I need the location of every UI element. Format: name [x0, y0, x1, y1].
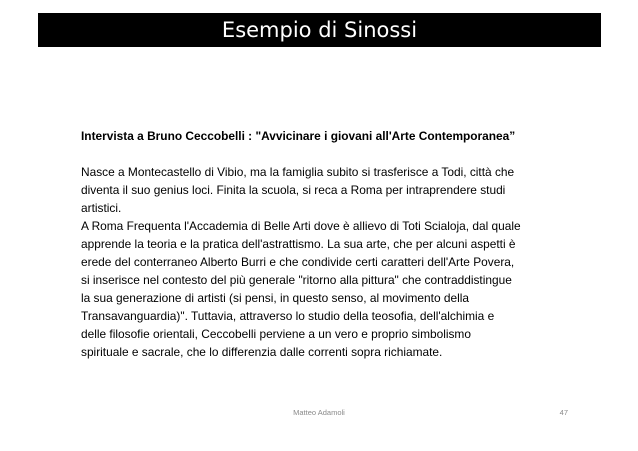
text-line: spirituale e sacrale, che lo differenzia dalle correnti sopra richiamate.	[81, 345, 443, 359]
paragraph-birthplace	[81, 163, 581, 217]
text-line: erede del conterraneo Alberto Burri e che condivide certi caratteri dell'Arte Povera,	[81, 255, 515, 269]
interview-heading: Intervista a Bruno Ceccobelli : "Avvicinare i giovani all'Arte Contemporanea”	[81, 129, 516, 143]
text-line: delle filosofie orientali, Ceccobelli perviene a un vero e proprio simbolismo	[81, 327, 471, 341]
text-line: artistici.	[81, 201, 122, 215]
text-line: A Roma Frequenta l'Accademia di Belle Arti dove è allievo di Toti Scialoja, dal quale	[81, 219, 521, 233]
slide-title: Esempio di Sinossi	[221, 17, 418, 42]
page-number: 47	[559, 408, 568, 417]
footer-author: Matteo Adamoli	[293, 408, 345, 417]
text-line: la sua generazione di artisti (si pensi, in questo senso, al movimento della	[81, 291, 469, 305]
slide-content	[81, 127, 581, 361]
text-line: diventa il suo genius loci. Finita la scuola, si reca a Roma per intraprendere studi	[81, 183, 506, 197]
spacer	[81, 145, 581, 163]
text-line: Nasce a Montecastello di Vibio, ma la famiglia subito si trasferisce a Todi, città che	[81, 165, 515, 179]
text-line: apprende la teoria e la pratica dell'astrattismo. La sua arte, che per alcuni aspetti è	[81, 237, 516, 251]
paragraph-rome	[81, 217, 581, 361]
slide-title-bar	[38, 13, 601, 47]
text-line: Transavanguardia)". Tuttavia, attraverso lo studio della teosofia, dell'alchimia e	[81, 309, 495, 323]
text-line: si inserisce nel contesto del più generale "ritorno alla pittura" che contraddistingue	[81, 273, 512, 287]
